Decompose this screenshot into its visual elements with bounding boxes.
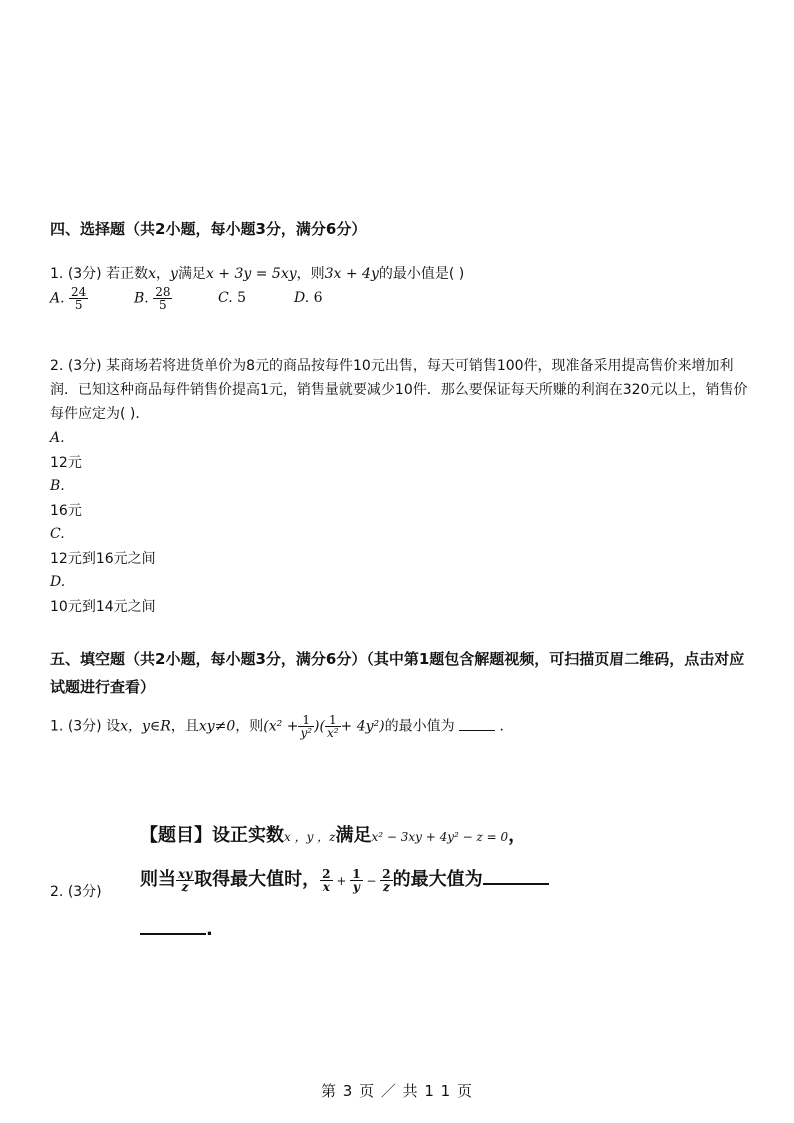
fraction-denominator: z	[383, 879, 390, 894]
question-text: ，	[156, 266, 171, 282]
question-4-1	[50, 262, 464, 286]
option-letter: B.	[134, 290, 149, 307]
page-footer: 第 3 页 ／ 共 1 1 页	[320, 1082, 473, 1100]
option-letter: C.	[218, 290, 233, 306]
question-text: 满足	[177, 266, 206, 282]
fraction-numerator: 1	[298, 714, 314, 727]
option-c-value: 12元到16元之间	[50, 551, 156, 567]
question-5-1	[50, 714, 514, 739]
math-expression: x ，y ，z	[284, 830, 336, 844]
fraction-numerator: 1	[325, 714, 341, 727]
option-b-value: 16元	[50, 503, 82, 519]
question-number: 2.	[50, 884, 64, 900]
fraction-denominator: z	[181, 879, 189, 894]
question-score: (3分)	[67, 266, 102, 282]
answer-blank[interactable]	[459, 716, 495, 731]
option-b	[134, 286, 172, 311]
fraction-denominator: x	[322, 879, 330, 894]
question-number: 1.	[50, 718, 64, 735]
option-c-letter: C.	[50, 526, 65, 542]
question-number: 2.	[50, 358, 64, 374]
option-value: 6	[313, 290, 323, 306]
fraction	[380, 868, 392, 893]
option-a-value: 12元	[50, 455, 82, 471]
question-text: 【题目】设正实数	[140, 825, 284, 846]
question-score: (3分)	[67, 718, 102, 735]
question-text: 设	[106, 718, 121, 735]
fraction-numerator: 1	[352, 866, 361, 881]
fraction-numerator: 2	[382, 866, 391, 881]
fraction-numerator: 28	[155, 285, 171, 299]
fraction-denominator: 5	[74, 298, 83, 312]
question-text: 的最小值是( )	[378, 266, 465, 282]
question-text: ，	[508, 825, 527, 846]
math-expression: 3x + 4y	[324, 266, 379, 282]
option-d	[294, 290, 323, 306]
math-var: x	[148, 266, 157, 282]
image-line-2: 则当 $\frac{xy}{z}$ 取得最大值时， $\frac{2}{x}$ + $\frac{1}{y}$ − $\frac{2}{z}$ 的最大值为	[140, 865, 760, 895]
math-expression: (x² +	[263, 718, 299, 735]
question-text: ，则	[296, 266, 325, 282]
math-expression: )(	[314, 718, 325, 735]
image-line-3	[140, 915, 760, 944]
fraction	[320, 868, 332, 893]
question-text: ，且	[170, 718, 199, 735]
fraction-denominator: 5	[159, 298, 167, 312]
option-value: 5	[237, 290, 247, 306]
question-text: ．	[499, 718, 514, 735]
question-score: (3分)	[67, 884, 102, 900]
question-text: 若正数	[106, 266, 149, 282]
question-text: 的最大值为	[392, 869, 483, 890]
fraction	[69, 286, 88, 311]
question-5-2-label	[50, 880, 102, 904]
option-d-letter: D.	[50, 574, 66, 590]
question-text: 满足	[335, 825, 372, 846]
math-expression: x + 3y = 5xy	[205, 266, 297, 282]
question-text: .	[206, 919, 213, 940]
question-score: (3分)	[67, 358, 102, 374]
question-text: ，则	[235, 718, 264, 735]
fraction	[298, 714, 314, 739]
option-c	[218, 290, 246, 306]
math-expression: x，y∈R	[120, 718, 171, 735]
fraction-denominator: y²	[300, 726, 313, 740]
fraction	[325, 714, 341, 739]
question-text: 的最小值为	[384, 718, 455, 735]
fraction	[350, 868, 362, 893]
question-number: 1.	[50, 266, 64, 282]
fraction-numerator: 2	[322, 866, 331, 881]
fraction-denominator: x²	[326, 726, 339, 740]
answer-blank	[140, 915, 206, 935]
question-text: 取得最大值时，	[194, 869, 321, 890]
option-a-letter: A.	[50, 430, 65, 446]
section-5-title: 五、填空题（共2小题，每小题3分，满分6分）（其中第1题包含解题视频，可扫描页眉二维码，点击对应试题进行查看）	[50, 650, 745, 696]
answer-blank	[483, 865, 549, 885]
fraction	[153, 286, 172, 311]
option-letter: A.	[50, 290, 65, 307]
math-var: y	[170, 266, 178, 282]
math-expression: x² − 3xy + 4y² − z = 0	[371, 830, 509, 844]
image-line-1	[140, 822, 760, 851]
option-b-letter: B.	[50, 478, 65, 494]
math-expression: + 4y²)	[340, 718, 385, 735]
question-5-2-image	[140, 822, 760, 944]
option-d-value: 10元到14元之间	[50, 599, 156, 615]
question-4-2	[50, 354, 750, 426]
fraction	[176, 868, 194, 893]
fraction-numerator: 24	[71, 285, 87, 299]
fraction-numerator: xy	[178, 866, 193, 881]
option-letter: D.	[294, 290, 310, 306]
math-expression: xy≠0	[198, 718, 236, 735]
fraction-denominator: y	[352, 879, 360, 894]
section-4-title: 四、选择题（共2小题，每小题3分，满分6分）	[50, 220, 367, 238]
option-a	[50, 286, 88, 311]
question-text: 某商场若将进货单价为8元的商品按每件10元出售，每天可销售100件，现准备采用提高售价来增加利润．已知这种商品每件销售价提高1元，销售量就要减少10件．那么要保证每天所赚的利润在320元以上，销售价每件应定为( )．	[50, 358, 748, 422]
question-text: 则当	[140, 869, 176, 890]
